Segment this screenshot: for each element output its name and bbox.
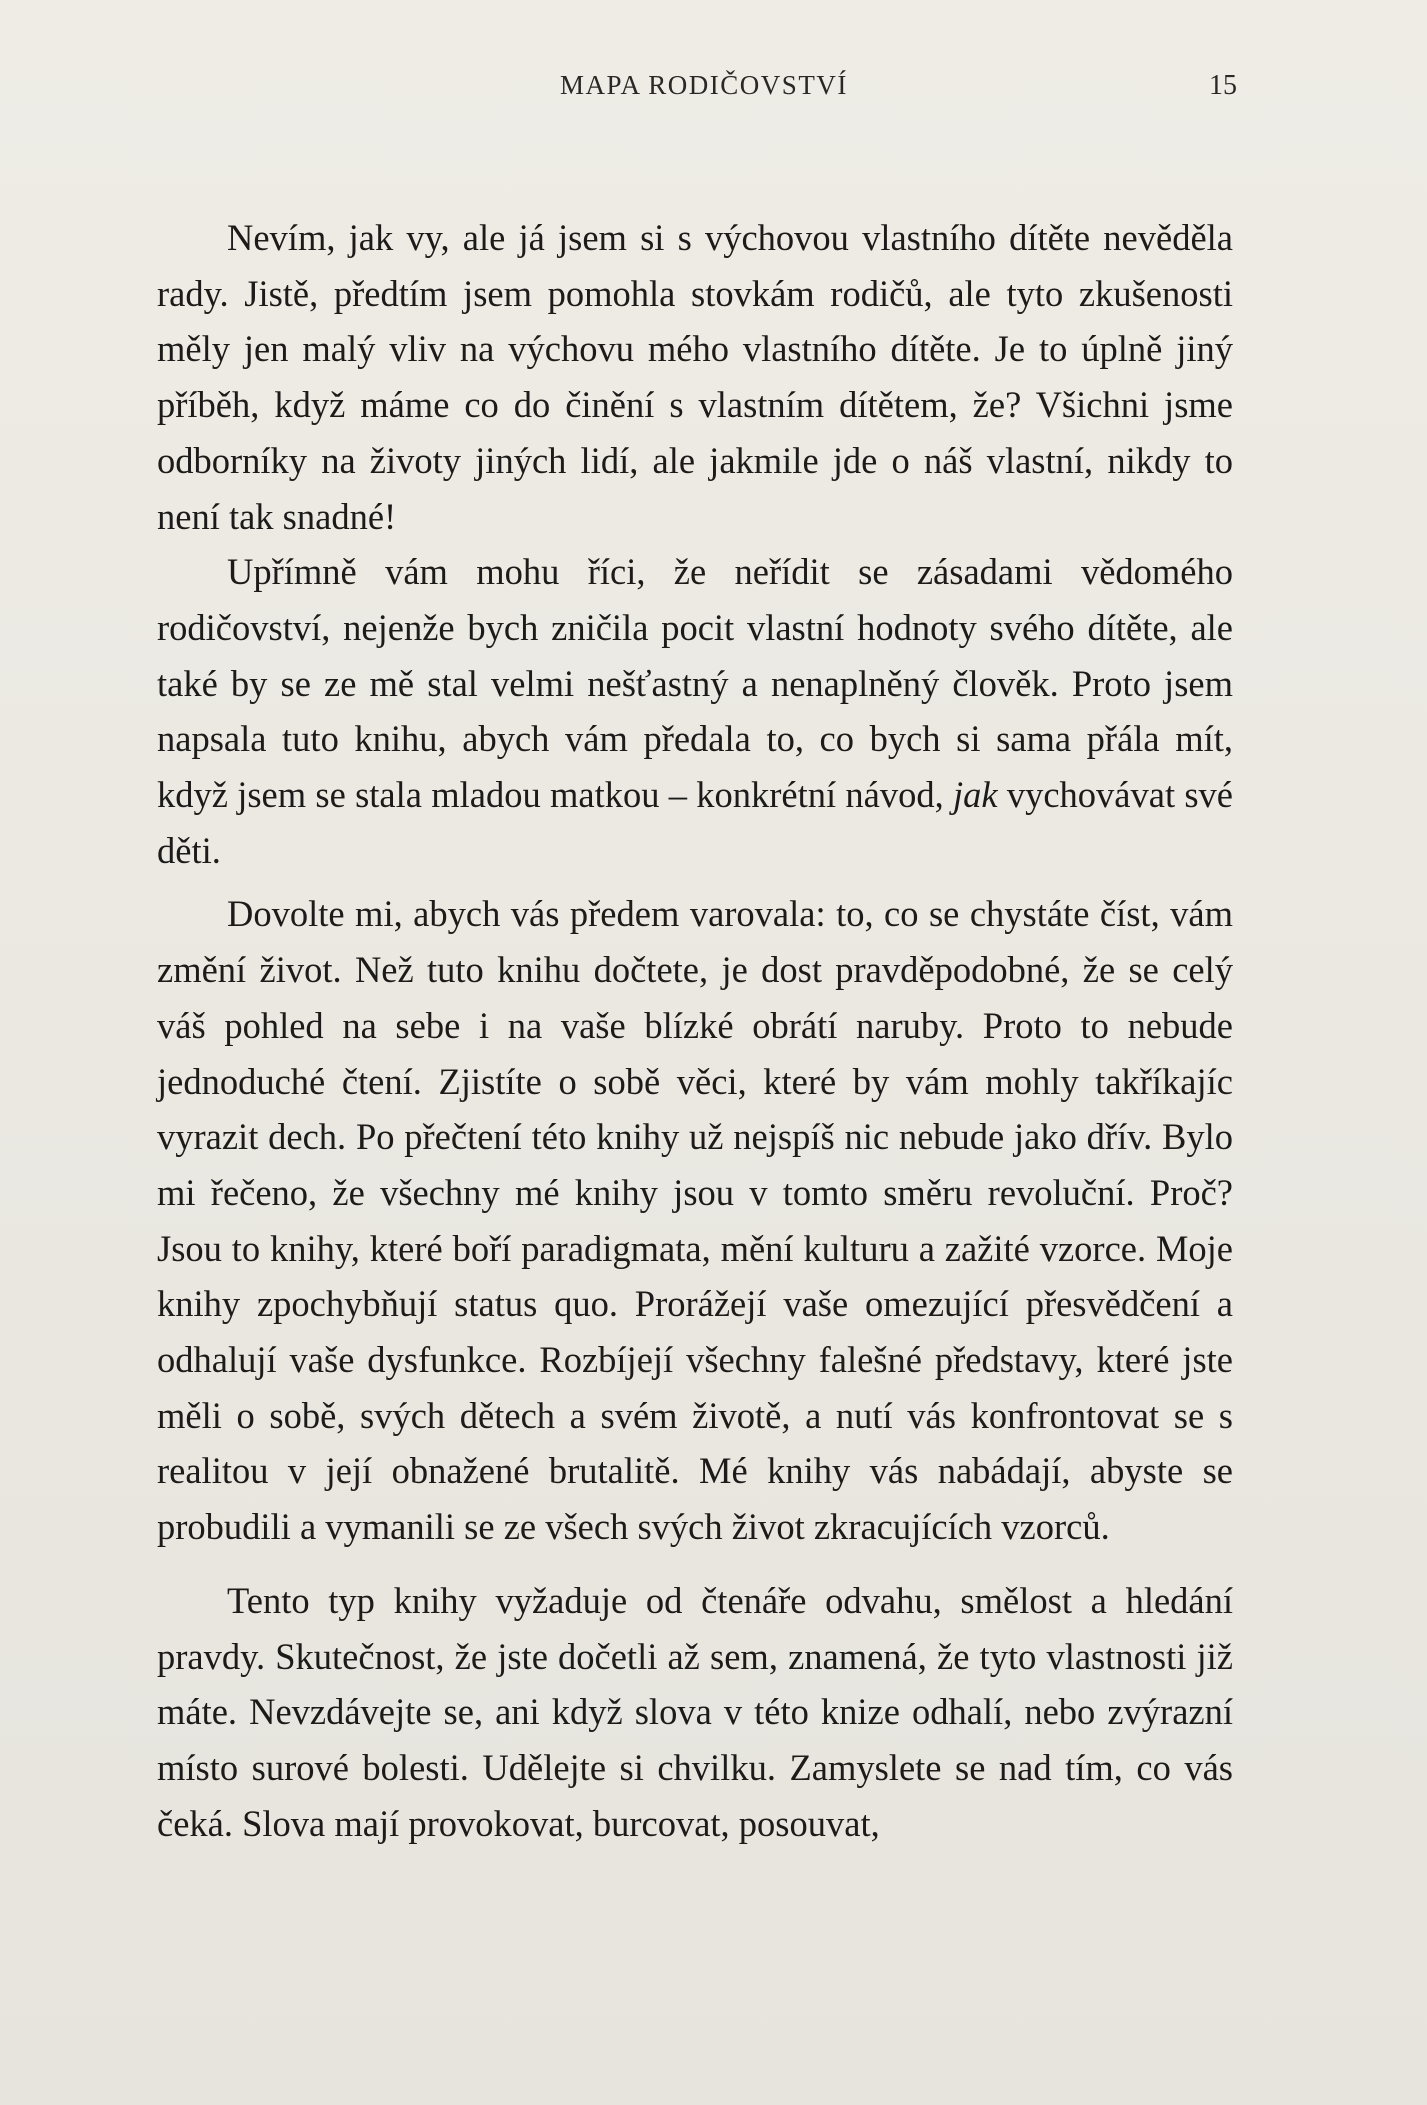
- paragraph: Nevím, jak vy, ale já jsem si s výchovou vlastního dítěte nevěděla rady. Jistě, předtím jsem pomohla stovkám rodičů, ale tyto zkušenosti měly jen malý vliv na výchovu mého vlastního dítěte. Je to úplně jiný příběh, když máme co do činění s vlastním dítětem, že? Všichni jsme odborníky na životy jiných lidí, ale jakmile jde o náš vlastní, nikdy to není tak snadné!: [157, 217, 1233, 537]
- paragraph: [157, 544, 1233, 878]
- page-number: 15: [1209, 70, 1237, 101]
- paragraph-text: vychovávat své děti.: [157, 774, 1234, 871]
- paragraph: Tento typ knihy vyžaduje od čtenáře odvahu, smělost a hledání pravdy. Skutečnost, že jste dočetli až sem, znamená, že tyto vlastnosti již máte. Nevzdávejte se, ani když slova v této knize odhalí, nebo zvýrazní místo surové bolesti. Udělejte si chvilku. Zamyslete se nad tím, co vás čeká. Slova mají provokovat, burcovat, posouvat,: [157, 1579, 1233, 1844]
- body-text: [157, 210, 1233, 1851]
- running-head-title: MAPA RODIČOVSTVÍ: [560, 70, 848, 100]
- paragraph-text: Upřímně vám mohu říci, že neřídit se zásadami vědomého rodičovství, nejenže bych zničila pocit vlastní hodnoty svého dítěte, ale také by se ze mě stal velmi nešťastný a nenaplněný člověk. Proto jsem napsala tuto knihu, abych vám předala to, co bych si sama přála mít, když jsem se stala mladou matkou – konkrétní návod,: [157, 551, 1233, 816]
- emphasized-word: jak: [952, 774, 998, 816]
- paragraph: Dovolte mi, abych vás předem varovala: to, co se chystáte číst, vám změní život. Než tuto knihu dočtete, je dost pravděpodobné, že se celý váš pohled na sebe i na vaše blízké obrátí naruby. Proto to nebude jednoduché čtení. Zjistíte o sobě věci, které by vám mohly takříkajíc vyrazit dech. Po přečtení této knihy už nejspíš nic nebude jako dřív. Bylo mi řečeno, že všechny mé knihy jsou v tomto směru revoluční. Proč? Jsou to knihy, které boří paradigmata, mění kulturu a zažité vzorce. Moje knihy zpochybňují status quo. Prorážejí vaše omezující přesvědčení a odhalují vaše dysfunkce. Rozbíjejí všechny falešné představy, které jste měli o sobě, svých dětech a svém životě, a nutí vás konfrontovat se s realitou v její obnažené brutalitě. Mé knihy vás nabádají, abyste se probudili a vymanili se ze všech svých život zkracujících vzorců.: [157, 893, 1233, 1548]
